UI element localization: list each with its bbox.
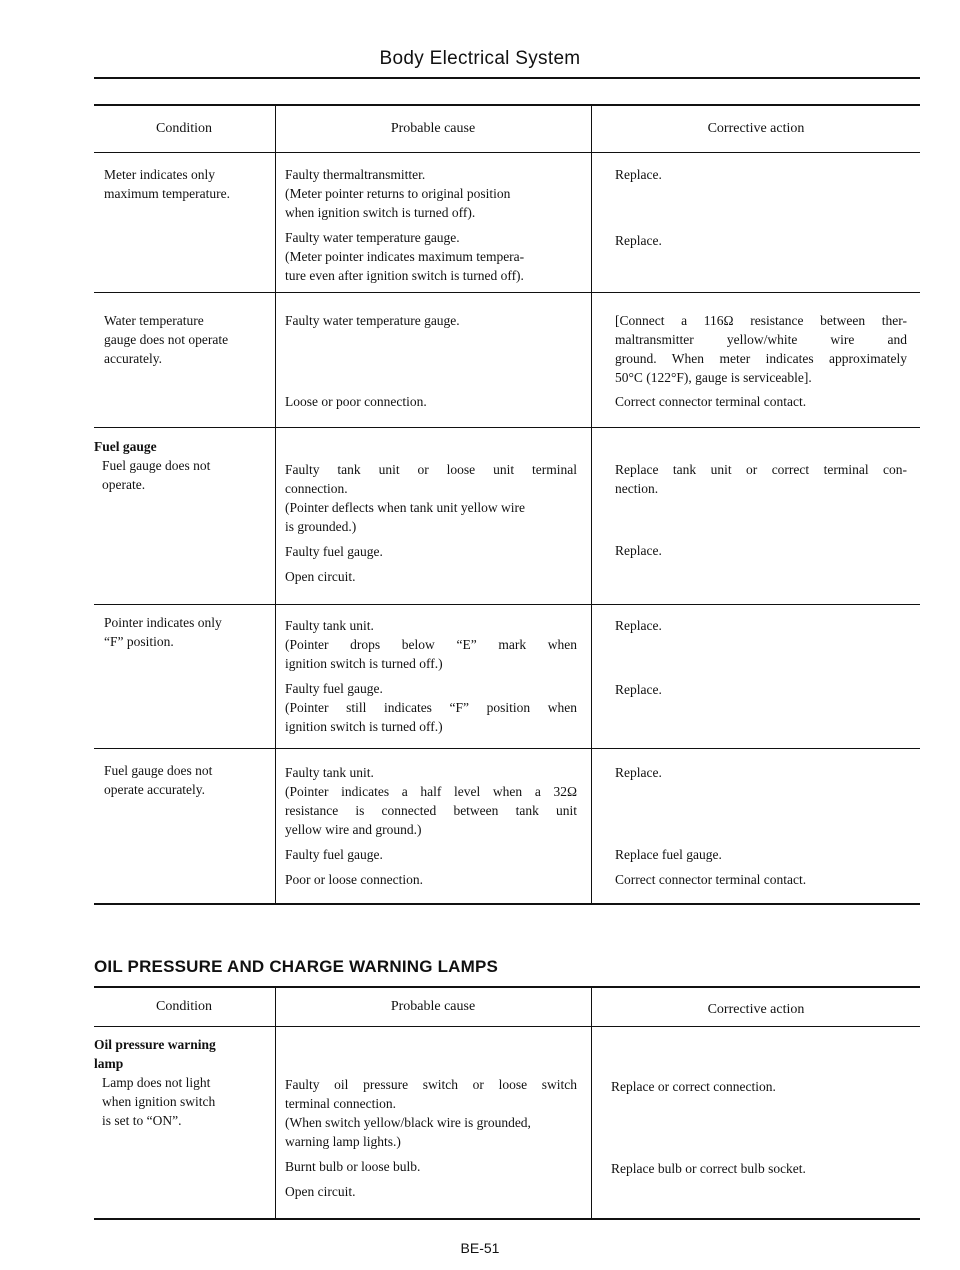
cause-cell	[285, 1075, 577, 1207]
condition-cell	[104, 613, 272, 651]
cause-line: when ignition switch is turned off).	[285, 205, 476, 220]
header-divider	[94, 1026, 920, 1027]
cause-line: (When switch yellow/black wire is grounded,	[285, 1115, 531, 1130]
action-cell	[615, 311, 907, 387]
cause-line: (Pointer deflects when tank unit yellow wire	[285, 500, 525, 515]
group-title: Fuel gauge	[94, 439, 157, 454]
cause-line: (Meter pointer indicates maximum tempera-	[285, 249, 525, 264]
column-divider	[275, 104, 276, 904]
cause-item	[285, 616, 577, 673]
action-line: Replace bulb or correct bulb socket.	[611, 1161, 806, 1176]
condition-cell	[104, 165, 272, 203]
page-header: Body Electrical System	[379, 48, 581, 69]
section-heading: OIL PRESSURE AND CHARGE WARNING LAMPS	[94, 957, 499, 976]
cause-line: Faulty fuel gauge.	[285, 681, 383, 696]
table-top-rule	[94, 104, 920, 106]
condition-line: Pointer indicates only	[104, 615, 222, 630]
cause-cell	[285, 165, 579, 291]
action-line: Replace fuel gauge.	[615, 847, 722, 862]
action-line: Replace.	[615, 765, 662, 780]
cause-line: (Meter pointer returns to original position	[285, 186, 511, 201]
action-cell	[615, 460, 907, 498]
row-divider	[94, 427, 920, 428]
header-condition: Condition	[155, 121, 212, 136]
condition-line: gauge does not operate	[104, 332, 229, 347]
header-rule	[94, 77, 920, 79]
cause-item	[285, 460, 577, 536]
table-bottom-rule	[94, 903, 920, 905]
condition-line: when ignition switch	[102, 1094, 216, 1109]
condition-line: operate.	[102, 477, 146, 492]
group-title-line: lamp	[94, 1056, 124, 1071]
action-line: Replace.	[615, 682, 662, 697]
action-line: [Connect a 116Ω resistance between ther-	[615, 313, 907, 328]
condition-line: operate accurately.	[104, 782, 206, 797]
cause-line: Faulty water temperature gauge.	[285, 230, 460, 245]
action-line: Correct connector terminal contact.	[615, 394, 807, 409]
action-line: Replace.	[615, 167, 662, 182]
cause-item	[285, 165, 579, 222]
cause-line: Faulty fuel gauge.	[285, 544, 383, 559]
condition-line: Fuel gauge does not	[102, 458, 211, 473]
cause-cell	[285, 460, 577, 592]
cause-line: Faulty water temperature gauge.	[285, 313, 460, 328]
group-title	[94, 1035, 272, 1073]
header-condition: Condition	[155, 999, 212, 1014]
action-line: 50°C (122°F), gauge is serviceable].	[615, 370, 812, 385]
cause-item	[285, 228, 579, 285]
header-divider	[94, 152, 920, 153]
cause-line: Poor or loose connection.	[285, 872, 423, 887]
cause-line: terminal connection.	[285, 1096, 396, 1111]
condition-line: Lamp does not light	[102, 1075, 211, 1090]
page-number: BE-51	[460, 1240, 500, 1256]
cause-line: Faulty fuel gauge.	[285, 847, 383, 862]
cause-line: ignition switch is turned off.)	[285, 656, 443, 671]
condition-line: accurately.	[104, 351, 162, 366]
cause-line: yellow wire and ground.)	[285, 822, 422, 837]
row-divider	[94, 292, 920, 293]
condition-line: “F” position.	[104, 634, 174, 649]
cause-line: Faulty thermaltransmitter.	[285, 167, 426, 182]
cause-line: Faulty tank unit or loose unit terminal	[285, 462, 577, 477]
action-line: Replace tank unit or correct terminal con-	[615, 462, 907, 477]
action-line: Replace.	[615, 618, 662, 633]
cause-item	[285, 763, 577, 839]
header-corrective-action: Corrective action	[707, 121, 805, 136]
action-line: Replace or correct connection.	[611, 1079, 776, 1094]
row-divider	[94, 748, 920, 749]
cause-cell	[285, 763, 577, 895]
column-divider	[591, 104, 592, 904]
cause-line: resistance is connected between tank unit	[285, 803, 577, 818]
group-title-line: Oil pressure warning	[94, 1037, 216, 1052]
action-line: Replace.	[615, 543, 662, 558]
condition-cell	[104, 311, 272, 368]
row-divider	[94, 604, 920, 605]
cause-line: Burnt bulb or loose bulb.	[285, 1159, 421, 1174]
cause-item	[285, 1075, 577, 1151]
header-corrective-action: Corrective action	[707, 1002, 805, 1017]
condition-line: is set to “ON”.	[102, 1113, 182, 1128]
column-divider	[591, 986, 592, 1219]
cause-line: ture even after ignition switch is turned off).	[285, 268, 524, 283]
condition-cell	[94, 456, 280, 494]
action-line: Replace.	[615, 233, 662, 248]
condition-line: Fuel gauge does not	[104, 763, 213, 778]
table-bottom-rule	[94, 1218, 920, 1220]
action-line: Correct connector terminal contact.	[615, 872, 807, 887]
cause-line: Open circuit.	[285, 569, 356, 584]
cause-line: Faulty tank unit.	[285, 618, 374, 633]
action-line: ground. When meter indicates approximately	[615, 351, 907, 366]
cause-line: Loose or poor connection.	[285, 394, 427, 409]
cause-line: ignition switch is turned off.)	[285, 719, 443, 734]
condition-cell	[94, 1073, 280, 1130]
condition-cell	[104, 761, 272, 799]
condition-line: Water temperature	[104, 313, 204, 328]
cause-line: (Pointer drops below “E” mark when	[285, 637, 577, 652]
cause-cell	[285, 616, 577, 742]
header-probable-cause: Probable cause	[390, 121, 476, 136]
cause-line: warning lamp lights.)	[285, 1134, 401, 1149]
cause-line: is grounded.)	[285, 519, 357, 534]
condition-line: Meter indicates only	[104, 167, 215, 182]
cause-line: Open circuit.	[285, 1184, 356, 1199]
action-line: maltransmitter yellow/white wire and	[615, 332, 907, 347]
cause-item	[285, 679, 577, 736]
action-line: nection.	[615, 481, 659, 496]
header-probable-cause: Probable cause	[390, 999, 476, 1014]
cause-line: Faulty oil pressure switch or loose switch	[285, 1077, 577, 1092]
cause-line: Faulty tank unit.	[285, 765, 374, 780]
table-top-rule	[94, 986, 920, 988]
cause-line: connection.	[285, 481, 348, 496]
cause-line: (Pointer indicates a half level when a 32Ω	[285, 784, 577, 799]
cause-line: (Pointer still indicates “F” position when	[285, 700, 577, 715]
condition-line: maximum temperature.	[104, 186, 230, 201]
